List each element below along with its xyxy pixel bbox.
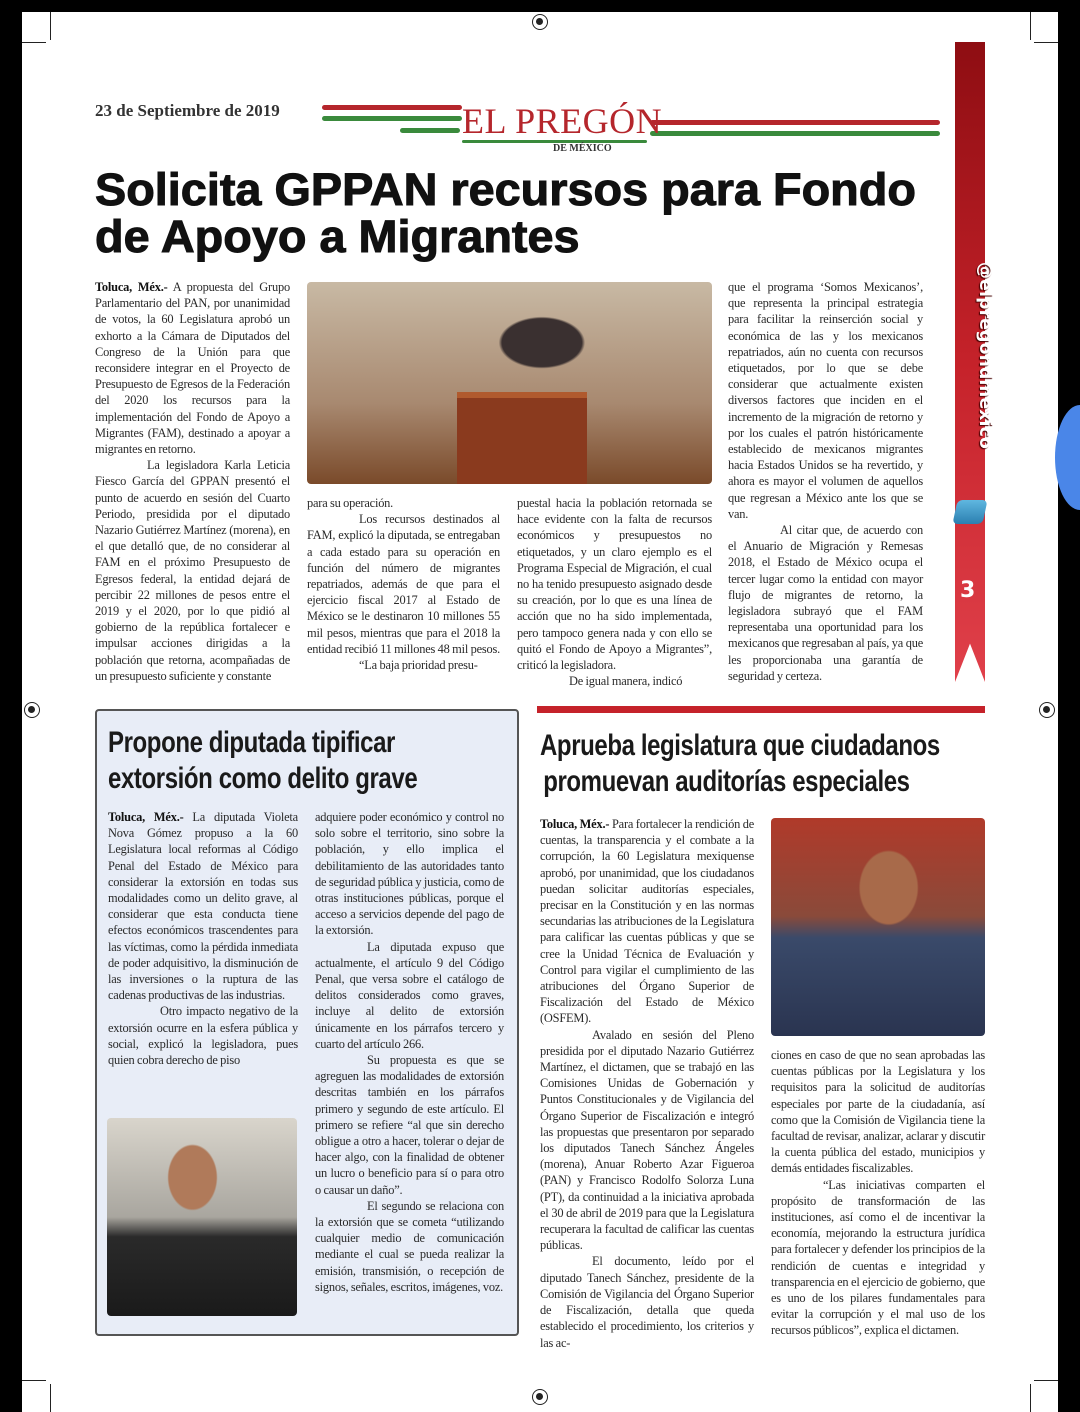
article-column xyxy=(540,816,754,1351)
headline-line: promuevan auditorías especiales xyxy=(543,765,910,798)
paragraph: La diputada expuso que actualmente, el artículo 9 del Código Penal, que versa sobre el catálogo de delitos considerados como graves, incluye al delito de extorsión únicamente en los párrafos tercero y cuarto del artículo 266. xyxy=(315,939,504,1051)
paragraph: La legisladora Karla Leticia Fiesco García del GPPAN presentó el punto de acuerdo en sesión del Cuarto Periodo, presidida por el diputado Nazario Gutiérrez Martínez (morena), en el que detalló que, de no considerar al FAM en el próximo Presupuesto de Egresos federal, la entidad dejará de percibir 22 millones de pesos entre el 2019 y el 2020, por lo que pidió al gobierno de la república fortalecer e impulsar acciones dirigidas a la población que retorna, acompañadas de un presupuesto suficiente y constante xyxy=(95,458,290,683)
paragraph: A propuesta del Grupo Parlamentario del PAN, por unanimidad de votos, la 60 Legislatura aprobó un exhorto a la Cámara de Diputados del Congreso de la Unión para que reconsidere integrar en el Proyecto de Presupuesto de Egresos de la Federación del 2020 los recursos para la implementación del Fondo de Apoyo a Migrantes (FAM), destinado a apoyar a migrantes en retorno. xyxy=(95,280,290,457)
crop-mark xyxy=(50,12,51,40)
crop-mark xyxy=(22,42,46,43)
article-column xyxy=(517,495,712,689)
issue-date: 23 de Septiembre de 2019 xyxy=(95,101,280,120)
legislator-photo xyxy=(107,1118,297,1316)
headline-line: Propone diputada tipificar xyxy=(108,726,395,759)
article-headline: Solicita GPPAN recursos para Fondo de Apoyo a Migrantes xyxy=(95,164,916,262)
dateline: Toluca, Méx.- xyxy=(95,280,168,294)
headline-line: extorsión como delito grave xyxy=(108,762,418,795)
paragraph: Otro impacto negativo de la extorsión ocurre en la esfera pública y social, explicó la legisladora, pues quien cobra derecho de piso xyxy=(108,1004,298,1068)
legislator-photo xyxy=(307,282,712,484)
paragraph: ciones en caso de que no sean aprobadas las cuentas públicas por la Legislatura y los requisitos para la solicitud de auditorías especiales por parte de la ciudadanía, así como que la Comisión de Vigilancia tiene la facultad de revisar, analizar, aclarar y discutir la cuenta pública del estado, municipios y demás entidades fiscalizables. xyxy=(771,1048,985,1176)
article-column xyxy=(95,279,290,684)
podium xyxy=(457,392,587,484)
paragraph: “Las iniciativas comparten el propósito de transformación de las instituciones, así como el de incentivar la economía, mejorando la estructura jurídica para fortalecer y defender los principios de la rendición de cuentas e integridad y transparencia en el ejercicio de gobierno, que es uno de los pilares fundamentales para evitar la corrupción y el mal uso de los recursos públicos”, explica el dictamen. xyxy=(771,1177,985,1338)
article-column xyxy=(108,809,298,1068)
crop-mark xyxy=(1034,1380,1058,1381)
legislator-photo xyxy=(771,818,985,1036)
dateline: Toluca, Méx.- xyxy=(540,817,610,831)
crop-mark xyxy=(1034,42,1058,43)
registration-mark-icon xyxy=(1039,702,1055,718)
paragraph: que el programa ‘Somos Mexicanos’, que representa la principal estrategia para facilitar la reinserción social y económica de las y los mexicanos repatriados, aún no cuenta con recursos etiquetados, por lo que se debe considerar que actualmente existen diversos factores que inciden en el incremento de la migración de retorno y por los cuales el patrón históricamente establecido de mexicanos migrantes hacia Estados Unidos se ha revertido, y ahora es mayor el volumen de aquellos que regresan a México ante los que se van. xyxy=(728,280,923,521)
logo-subtitle: DE MÉXICO xyxy=(553,143,612,154)
paragraph: El documento, leído por el diputado Tanech Sánchez, presidente de la Comisión de Vigilancia del Órgano Superior de Fiscalización, detalla que queda establecido el procedimiento, los criterios y las ac- xyxy=(540,1254,754,1350)
paragraph: El segundo se relaciona con la extorsión que se cometa “utilizando cualquier medio de comunicación mediante el cual se pueda realizar la emisión, transmisión, o recepción de signos, señales, escritos, imágenes, voz. xyxy=(315,1198,504,1294)
paragraph: Avalado en sesión del Pleno presidida por el diputado Nazario Gutiérrez Martínez, el dictamen, que se trabajó en las Comisiones Unidas de Gobernación y Puntos Constitucionales y de Vigilancia del Órgano Superior de Fiscalización e integró las propuestas que presentaron por separado los diputados Tanech Sánchez Ángeles (morena), Anuar Roberto Azar Figueroa (PAN) y Francisco Rodolfo Solorza Luna (PT), da continuidad a la iniciativa aprobada el 30 de abril de 2019 para que la Legislatura recuperara la facultad de calificar las cuentas públicas. xyxy=(540,1027,754,1253)
registration-mark-icon xyxy=(532,14,548,30)
edge-scroll-handle[interactable] xyxy=(1055,405,1080,510)
crop-mark xyxy=(22,1380,46,1381)
paragraph: “La baja prioridad presu- xyxy=(359,658,478,673)
headline-line: Aprueba legislatura que ciudadanos xyxy=(540,729,940,762)
paragraph: Los recursos destinados al FAM, explicó la diputada, se entregaban a cada estado para su operación en función del número de migrantes repatriados, además de que para el ejercicio fiscal 2017 al Estado de México se le destinaron 10 millones 55 mil pesos, mientras que para el 2018 la entidad recibió 11 millones 48 mil pesos. xyxy=(307,512,501,656)
paragraph: Para fortalecer la rendición de cuentas, la transparencia y el combate a la corrupción, la 60 Legislatura mexiquense aprobó, por unanimidad, que los ciudadanos puedan solicitar auditorías especiales, precisar en la Constitución y en las normas secundarias las atribuciones de la Legislatura para calificar las cuentas públicas y que se cree la Unidad Técnica de Evaluación y Control para vigilar el cumplimiento de las atribuciones del Órgano Superior de Fiscalización del Estado de México (OSFEM). xyxy=(540,817,754,1026)
article-column xyxy=(771,1047,985,1339)
crop-mark xyxy=(1030,12,1031,40)
registration-mark-icon xyxy=(532,1389,548,1405)
page-number: 3 xyxy=(960,578,976,603)
crop-mark xyxy=(1030,1384,1031,1412)
section-divider xyxy=(537,706,985,713)
paragraph: para su operación. xyxy=(307,496,394,510)
paragraph: puestal hacia la población retornada se hace evidente con la falta de recursos económicos y presupuestos no etiquetados, y un claro ejemplo es el Programa Especial de Migración, el cual no ha tenido presupuesto asignado desde su creación, por lo que es una línea de acción que no ha sido implementada, pero tampoco genera nada y con ello se quitó el Fondo de Apoyo a Migrantes”, criticó la legisladora. xyxy=(517,496,712,673)
social-handle: @elpregondmexico xyxy=(975,262,995,450)
paragraph: La diputada Violeta Nova Gómez propuso a la 60 Legislatura local reformas al Código Penal del Estado de México para considerar la extorsión en todas sus modalidades como un delito grave, al considerar que esta conducta tiene efectos económicos trascendentes para las víctimas, como la pérdida inmediata de poder adquisitivo, la disminución de las inversiones o la ruptura de las cadenas productivas de las industrias. xyxy=(108,810,298,1003)
dateline: Toluca, Méx.- xyxy=(108,810,184,824)
crop-mark xyxy=(50,1384,51,1412)
article-column xyxy=(307,495,500,673)
article-column xyxy=(315,809,504,1295)
registration-mark-icon xyxy=(24,702,40,718)
paragraph: adquiere poder económico y control no solo sobre el territorio, sino sobre la población, y ello implica el debilitamiento de las autoridades tanto de seguridad pública y justicia, como de otras instituciones públicas, porque el acceso a servicios depende del pago de la extorsión. xyxy=(315,810,504,938)
article-headline xyxy=(540,728,940,800)
paragraph: De igual manera, indicó xyxy=(569,674,683,689)
twitter-icon xyxy=(952,500,987,524)
paragraph: Al citar que, de acuerdo con el Anuario de Migración y Remesas 2018, el Estado de México ocupa el tercer lugar como la entidad con mayor flujo de migrantes de retorno, la legisladora subrayó que el FAM representaba una oportunidad para los mexicanos que regresaban al país, ya que les proporcionaba una garantía de seguridad y certeza. xyxy=(728,523,923,683)
article-headline xyxy=(108,725,417,797)
logo-text: EL PREGÓN xyxy=(462,101,663,141)
paragraph: Su propuesta es que se agreguen las modalidades de extorsión descritas también en los párrafos primero y segundo de este artículo. El primero se refiere “al que sin derecho obligue a otro a hacer, tolerar o dejar de hacer algo, con la finalidad de obtener un lucro o beneficio para sí o para otro o causar un daño”. xyxy=(315,1053,504,1197)
article-column xyxy=(728,279,923,684)
